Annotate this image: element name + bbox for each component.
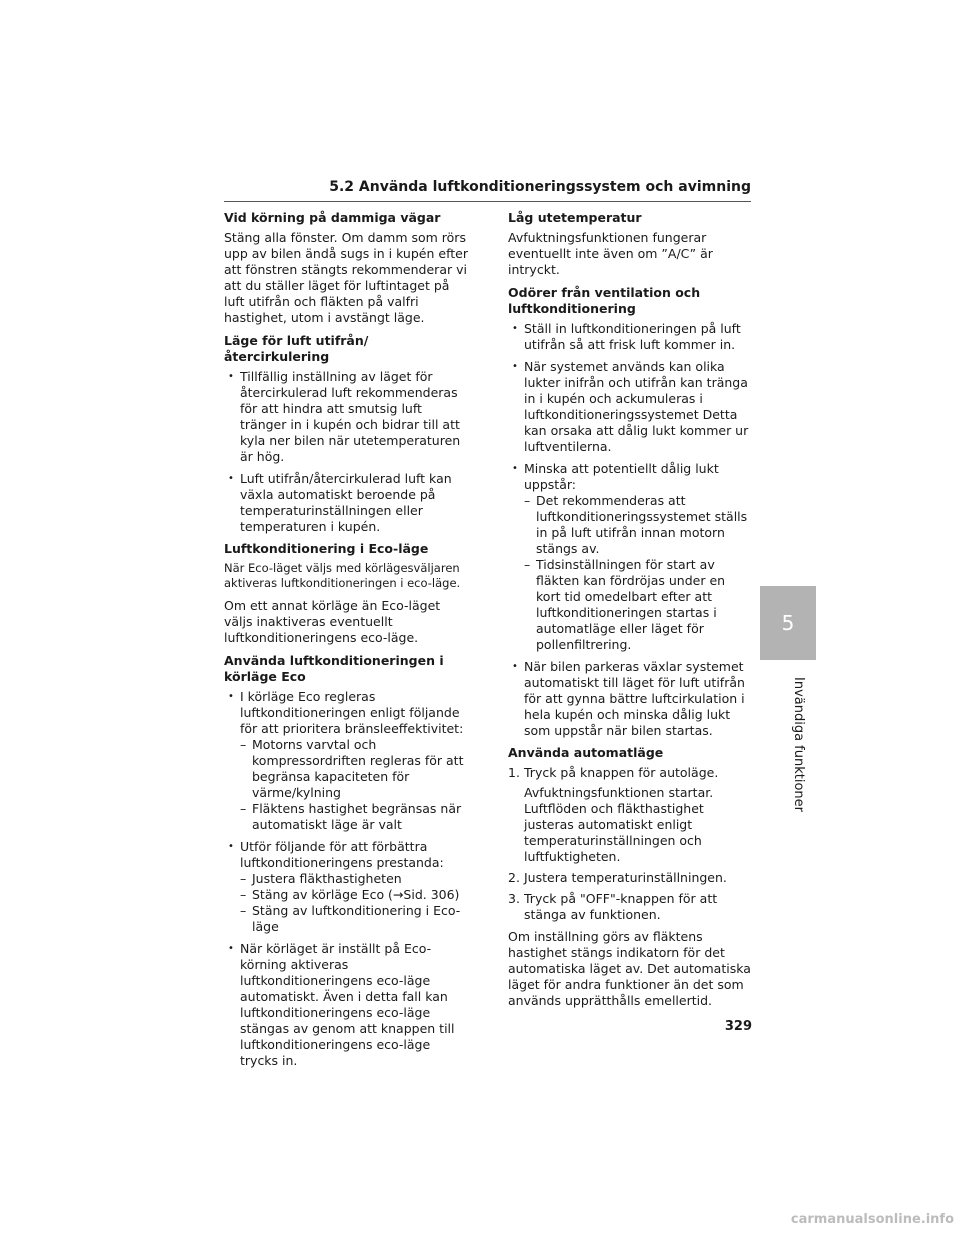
section-heading-low-temp: Låg utetemperatur [508,210,642,225]
sub-list-item: – Stäng av luftkonditionering i Eco-läge [240,903,468,935]
left-column [224,210,468,1075]
section-heading-dusty-roads: Vid körning på dammiga vägar [224,210,441,225]
section-heading-eco-drive: Använda luftkonditioneringen i körläge Eco [224,653,444,684]
watermark: carmanualsonline.info [790,1212,954,1227]
sub-list [240,737,468,833]
list-item [224,689,468,833]
auto-mode-steps [508,765,752,923]
paragraph-dusty-roads: Stäng alla fönster. Om damm som rörs upp av bilen ändå sugs in i kupén efter att fönstren stängts rekommenderar vi att du ställer läget för luftintaget på luft utifrån och fläkten på valfri hastighet, utom i avstängt läge. [224,230,468,325]
list-item: • Ställ in luftkonditioneringen på luft utifrån så att frisk luft kommer in. [508,321,752,353]
paragraph-eco-mode: När Eco-läget väljs med körlägesväljaren aktiveras luftkonditioneringen i eco-läge. [224,561,461,590]
step-text: Tryck på "OFF"-knappen för att stänga av funktionen. [524,891,718,922]
eco-drive-list [224,689,468,1069]
list-item [508,461,752,653]
sub-list-item: – Tidsinställningen för start av fläkten kan fördröjas under en kort tid omedelbart efter att luftkonditioneringen startas i automatläge eller läget för pollenfiltrering. [524,557,752,653]
list-item-text: I körläge Eco regleras luftkonditioneringen enligt följande för att prioritera bränsleeffektivitet: [240,689,464,736]
recirculation-list [224,369,468,535]
section-heading-eco-mode: Luftkonditionering i Eco-läge [224,541,429,556]
list-item-text: Minska att potentiellt dålig lukt uppstår: [524,461,719,492]
step-item [508,870,752,886]
section-heading-auto-mode: Använda automatläge [508,745,664,760]
page-header: 5.2 Använda luftkonditioneringssystem och avimning [224,179,751,202]
list-item-text: Utför följande för att förbättra luftkonditioneringens prestanda: [240,839,444,870]
step-detail: Avfuktningsfunktionen startar. Luftflöden och fläkthastighet justeras automatiskt enligt temperaturinställningen och luftfuktigheten. [524,785,714,864]
odors-list [508,321,752,739]
paragraph-low-temp: Avfuktningsfunktionen fungerar eventuellt inte även om ”A/C” är intryckt. [508,230,713,277]
list-item [224,839,468,935]
step-item [508,765,752,865]
sub-list-item: – Justera fläkthastigheten [240,871,468,887]
list-item: • Tillfällig inställning av läget för återcirkulerad luft rekommenderas för att hindra att smutsig luft tränger in i kupén och bidrar till att kyla ner bilen när utetemperaturen är hög. [224,369,468,465]
chapter-tab: 5 [760,586,816,660]
page-number: 329 [724,1019,752,1034]
step-text: Tryck på knappen för autoläge. [524,765,719,780]
list-item: • När körläget är inställt på Eco-körning aktiveras luftkonditioneringens eco-läge automatiskt. Även i detta fall kan luftkonditioneringens eco-läge stängas av genom att knappen till luftkonditioneringens eco-läge trycks in. [224,941,468,1069]
step-text: Justera temperaturinställningen. [524,870,727,885]
sub-list-item: – Stäng av körläge Eco (→Sid. 306) [240,887,468,903]
list-item: • När systemet används kan olika lukter inifrån och utifrån kan tränga in i kupén och ackumuleras i luftkonditioneringssystemet Detta kan orsaka att dålig lukt kommer ur luftventilerna. [508,359,752,455]
step-number: 1. [508,765,520,780]
paragraph-eco-mode-2: Om ett annat körläge än Eco-läget väljs inaktiveras eventuellt luftkonditioneringens eco-läge. [224,598,441,645]
section-heading-odors: Odörer från ventilation och luftkonditionering [508,285,701,316]
sub-list [240,871,468,935]
step-number: 2. [508,870,520,885]
step-item [508,891,752,923]
list-item: • När bilen parkeras växlar systemet automatiskt till läget för luft utifrån för att gynna bättre luftcirkulation i hela kupén och minska dålig lukt som uppstår när bilen startas. [508,659,752,739]
right-column [508,210,752,1016]
section-heading-recirculation: Läge för luft utifrån/återcirkulering [224,333,369,364]
sub-list-item: – Det rekommenderas att luftkonditioneringssystemet ställs in på luft utifrån innan motorn stängs av. [524,493,752,557]
list-item: • Luft utifrån/återcirkulerad luft kan växla automatiskt beroende på temperaturinställningen eller temperaturen i kupén. [224,471,468,535]
sub-list-item: – Motorns varvtal och kompressordriften regleras för att begränsa kapaciteten för värme/kylning [240,737,468,801]
sub-list-item: – Fläktens hastighet begränsas när automatiskt läge är valt [240,801,468,833]
step-number: 3. [508,891,520,906]
chapter-title: Invändiga funktioner [791,677,806,813]
paragraph-auto-mode: Om inställning görs av fläktens hastighet stängs indikatorn för det automatiska läget av. Det automatiska läget för andra funktioner än det som används upprätthålls emellertid. [508,929,751,1008]
sub-list [524,493,752,653]
